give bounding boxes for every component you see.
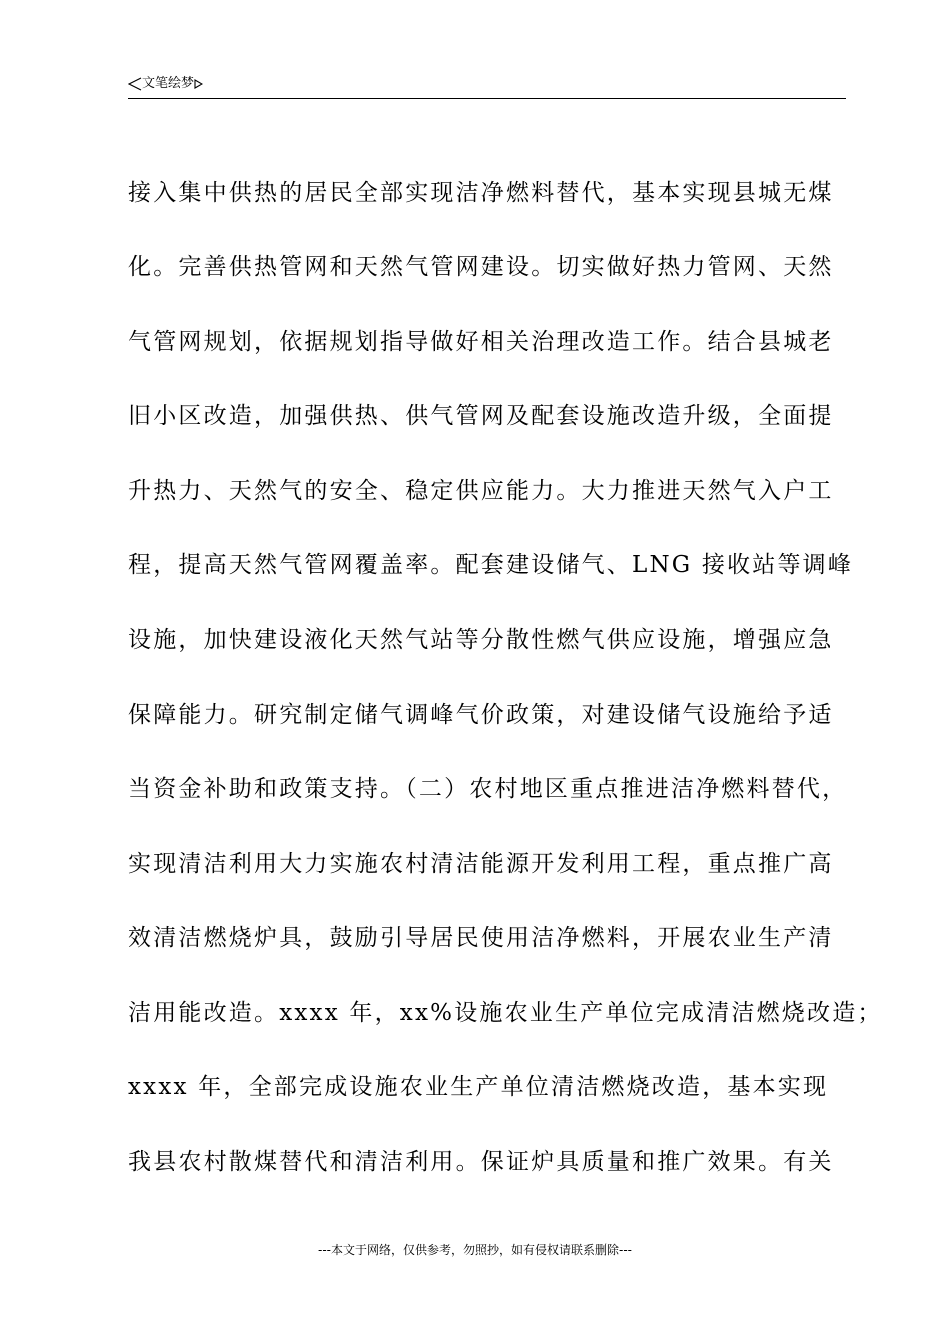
- body-line: 实现清洁利用大力实施农村清洁能源开发利用工程，重点推广高: [128, 851, 834, 877]
- body-line: 程，提高天然气管网覆盖率。配套建设储气、LNG 接收站等调峰: [128, 552, 854, 578]
- body-line: 旧小区改造，加强供热、供气管网及配套设施改造升级，全面提: [128, 403, 834, 429]
- body-line: 保障能力。研究制定储气调峰气价政策，对建设储气设施给予适: [128, 702, 834, 728]
- body-line: 当资金补助和政策支持。（二）农村地区重点推进洁净燃料替代，: [128, 776, 848, 802]
- body-line: xxxx 年，全部完成设施农业生产单位清洁燃烧改造，基本实现: [128, 1074, 829, 1100]
- body-line: 化。完善供热管网和天然气管网建设。切实做好热力管网、天然: [128, 254, 834, 280]
- page-header: [128, 76, 846, 99]
- left-triangle-icon: [128, 77, 142, 91]
- body-line: 升热力、天然气的安全、稳定供应能力。大力推进天然气入户工: [128, 478, 834, 504]
- body-line: 洁用能改造。xxxx 年，xx%设施农业生产单位完成清洁燃烧改造；: [128, 1000, 883, 1026]
- body-line: 效清洁燃烧炉具，鼓励引导居民使用洁净燃料，开展农业生产清: [128, 925, 834, 951]
- body-line: 设施，加快建设液化天然气站等分散性燃气供应设施，增强应急: [128, 627, 834, 653]
- right-triangle-icon: [194, 79, 203, 89]
- header-title-group: [128, 76, 203, 92]
- body-line: 气管网规划，依据规划指导做好相关治理改造工作。结合县城老: [128, 329, 834, 355]
- header-title: 文笔绘梦: [142, 76, 195, 91]
- body-line: 我县农村散煤替代和清洁利用。保证炉具质量和推广效果。有关: [128, 1149, 834, 1175]
- page-footer: ---本文于网络，仅供参考，勿照抄，如有侵权请联系删除---: [318, 1243, 632, 1257]
- body-line: 接入集中供热的居民全部实现洁净燃料替代，基本实现县城无煤: [128, 180, 834, 206]
